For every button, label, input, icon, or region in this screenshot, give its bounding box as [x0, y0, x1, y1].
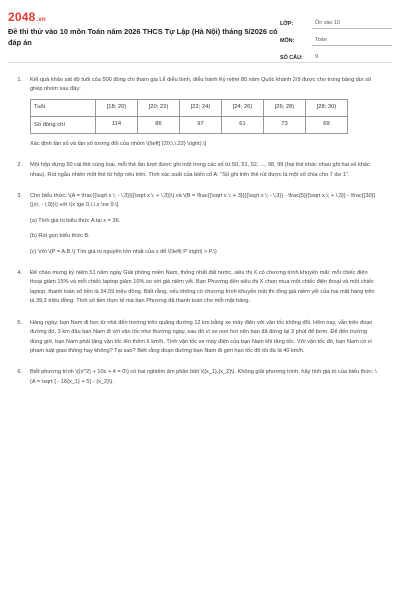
meta-grade-label: LỚP: [280, 21, 294, 27]
table-cell: [28; 30) [306, 99, 348, 116]
table-cell: [24; 26) [222, 99, 264, 116]
table-cell: 97 [180, 116, 222, 133]
table-cell: [18; 20) [96, 99, 138, 116]
table-cell: 114 [96, 116, 138, 133]
meta-count-label: SỐ CÂU: [280, 55, 303, 61]
meta-grade-value: Ôn vào 10 [312, 20, 392, 29]
frequency-table [30, 99, 348, 134]
page-title: Đề thi thử vào 10 môn Toán năm 2026 THCS Tự Lập (Hà Nội) tháng 5/2026 có đáp án [8, 27, 278, 47]
question-number: 1. [17, 77, 22, 83]
table-cell: [20; 22) [138, 99, 180, 116]
question-text: Để chào mừng kỷ niệm 51 năm ngày Giải phóng miền Nam, thống nhất đất nước, siêu thị X có chương trình khuyến mãi: mỗi chiếc điện thoại giảm 15% và mỗi chiếc laptop giảm 10% so với giá niêm yết. Bạn Phương đến siêu thị X chọn mua một chiếc điện thoại và một chiếc laptop, thanh toán số tiền là 34,59 triệu đồng. Biết rằng, nếu không có chương trình khuyến mãi thì tổng giá niêm yết của hai mặt hàng trên là 39,3 triệu đồng. Tính số tiền thực tế mà bạn Phương đã thanh toán cho mỗi mặt hàng. [30, 270, 375, 305]
meta-count-value: 9 [312, 54, 392, 63]
table-cell: 73 [264, 116, 306, 133]
question-2 [0, 161, 400, 180]
subquestion-a: (a) Tính giá trị biểu thức A tại x = 36. [30, 217, 121, 224]
question-text: Một hộp đựng 50 cái thẻ cùng loại, mỗi thẻ lần lượt được ghi một trong các số từ 50, 51, 52, ..., 98, 99 (hai thẻ khác nhau ghi hai số khác nhau). Rút ngẫu nhiên một thẻ từ hộp nêu trên. Tính xác suất của biến cố A: "Số ghi trên thẻ rút được là một số chia cho 7 dư 1". [30, 162, 370, 178]
meta-subject-row [280, 29, 392, 46]
question-1 [0, 76, 400, 149]
table-cell: 86 [138, 116, 180, 133]
exam-meta [280, 12, 392, 63]
table-header-count: Số đồng chí [31, 116, 96, 133]
question-text: Hàng ngày, bạn Nam đi học từ nhà đến trường trên quãng đường 12 km bằng xe máy điện với vận tốc không đổi. Hôm nay, vẫn trên đoạn đường đó, 3 km đầu bạn Nam đi với vận tốc như thường ngày, sau đó vì xe non hơi nên bạn đã dừng lại 3 phút để bơm. Để đến trường đúng giờ, bạn Nam phải tăng vận tốc lên thêm 6 km/h. Tính vận tốc xe máy điện của bạn Nam khi tăng tốc. Với vận tốc đó, bạn Nam có vi phạm luật giao thông hay không? Tại sao? Biết rằng đoạn đường bạn Nam đi giới hạn tốc độ tối đa là 40 km/h. [30, 319, 373, 354]
site-logo[interactable]: 2048.vn [8, 10, 46, 24]
question-number: 6. [17, 369, 22, 376]
meta-subject-value: Toán [312, 37, 392, 46]
table-cell: 61 [222, 116, 264, 133]
meta-grade-row [280, 12, 392, 29]
question-list [0, 76, 400, 399]
question-number: 4. [17, 270, 22, 277]
question-text: Biết phương trình \({x^2} + 10x + 4 = 0\) có hai nghiệm âm phân biệt \({x_1},{x_2}\). Không giải phương trình, hãy tính giá trị của biểu thức: \(A = \sqrt { - 16{x_1} + 5} - {x_2}\). [30, 369, 377, 385]
question-text: Cho biểu thức: \(A = \frac{{\sqrt x \; - \;3}}{{\sqrt x \; + \;3}}\) và \(B = \frac{{\sqrt x \; + 3}}{{\sqrt x \; - \;3}} - \frac{5}{{\sqrt x \; + \;3}} - \frac{{30}}{{x\; - \;9}}\) với \(x \ge 0,\,\,x \ne 9.\] [30, 193, 376, 209]
question-number: 2. [17, 162, 22, 169]
question-5 [0, 319, 400, 357]
table-header-age: Tuổi [31, 99, 96, 116]
meta-count-row [280, 46, 392, 63]
table-cell: [26; 28) [264, 99, 306, 116]
table-cell: [22; 24) [180, 99, 222, 116]
question-text: Kết quả khảo sát độ tuổi của 500 đồng chí tham gia Lễ diễu binh, diễu hành Kỷ niệm 80 năm Quốc khánh 2/9 được cho trong bảng tần số ghép nhóm sau đây: [30, 77, 372, 93]
header-divider [8, 62, 392, 63]
question-3 [0, 192, 400, 257]
meta-subject-label: MÔN: [280, 38, 295, 44]
question-number: 3. [17, 193, 22, 200]
subquestion-c: (c) Với \(P = A.B.\) Tìm giá trị nguyên lớn nhất của x để \(\left| P \right| > P.\) [30, 248, 217, 255]
question-number: 5. [17, 319, 22, 326]
question-4 [0, 269, 400, 307]
table-cell: 69 [306, 116, 348, 133]
question-followup: Xác định tần số và tần số tương đối của nhóm \(\left[ {20;\,\,22} \right).\] [30, 140, 207, 147]
subquestion-b: (b) Rút gọn biểu thức B. [30, 233, 90, 240]
question-6 [0, 368, 400, 387]
